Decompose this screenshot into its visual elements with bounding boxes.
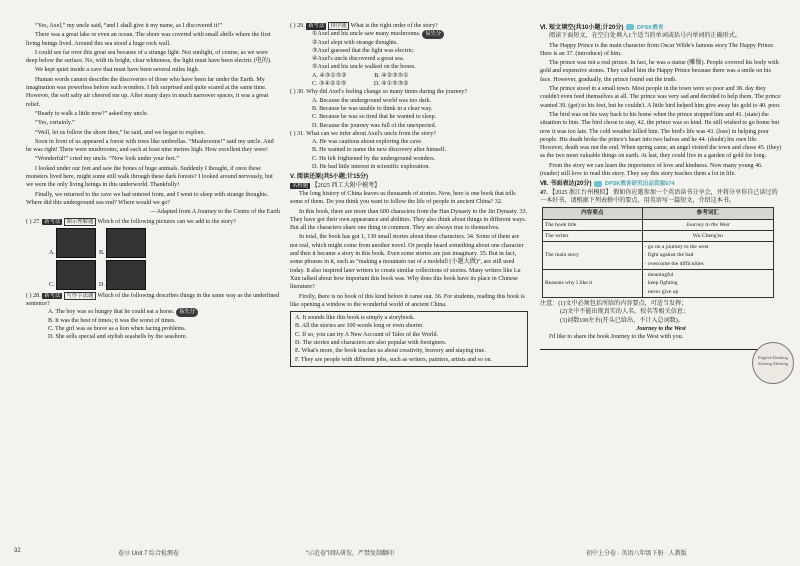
source-text: 【2025 浙江台州模拟】 bbox=[549, 189, 612, 196]
question-text: What is the right order of the story? bbox=[350, 23, 438, 29]
option[interactable]: B. Because he was unable to think in a clear way. bbox=[312, 105, 433, 112]
table-value: · go on a journey to the west · fight against the bad · overcome the difficulties bbox=[642, 242, 773, 270]
table-key: The book title bbox=[543, 219, 643, 230]
option-row bbox=[312, 80, 528, 88]
dpsk-watermark: DPSK教育 bbox=[636, 25, 664, 31]
passage-paragraph: The bird was on his way back to his home when the prince stopped him and 41. (state) the situation to him. The bird chose to stay, 42. the prince was so kind. He still wished to go home but now it was too late. The cold weather killed him. The bird's life was 43. (lose) in helping poor people. His death broke the prince's heart into two halves and he 44. (doubt) his own life. However, death was not the end. When spring came, an angel visited the town and chose 45. (they) as the two most valuable things on earth. At last, they could live in a garden of gold for long. bbox=[540, 111, 782, 160]
option[interactable]: A. He was cautious about exploring the cave. bbox=[312, 139, 423, 146]
table-key: Reasons why I like it bbox=[543, 270, 643, 298]
passage-paragraph: In this book, there are more than 600 characters from the Han Dynasty to the Jin Dynasty. 33. They have got their own appearance and abilities. They also think about things in different ways. But all the characters share one thing in common. They are always true to themselves. bbox=[290, 208, 528, 232]
footer-grade: 初中上分卷 · 英语八年级下册 · 人教版 bbox=[586, 551, 687, 557]
section-5-source bbox=[290, 182, 528, 190]
question-31 bbox=[290, 130, 528, 138]
note-line: (2)文中不能出现真实的人名、校名等相关信息； bbox=[560, 309, 689, 316]
question-number: 27. bbox=[33, 218, 41, 225]
passage-paragraph: The Happy Prince is the main character from Oscar Wilde's famous story The Happy Prince. Here is an 37. (introduce) of him. bbox=[540, 42, 775, 57]
instruction: 假如你应邀参加一个英语读书分享会，并将分享你自己读过的一本好书，请根据下列表格中的要点，用英语写一篇短文，介绍这本书。 bbox=[540, 189, 778, 204]
sentence-options-box bbox=[290, 311, 528, 367]
essay-title: Journey to the West bbox=[636, 325, 686, 332]
option[interactable]: D. ④①⑤③② bbox=[373, 81, 409, 88]
option[interactable]: C. Because he was so tired that he wanted to sleep. bbox=[312, 114, 437, 121]
new-method-tag: 新考法 bbox=[308, 23, 325, 29]
sentence-option: D. The stories and characters are also popular with foreigners. bbox=[295, 339, 447, 346]
column-header: 参考词汇 bbox=[642, 208, 773, 219]
sentence-option: E. What's more, the book teaches us about creativity, bravery and staying true. bbox=[295, 348, 486, 355]
table-value: Wu Cheng'en bbox=[642, 230, 773, 241]
question-number: 47. bbox=[540, 189, 548, 196]
question-29 bbox=[290, 22, 528, 30]
easy-lose-points-badge: 易失分 bbox=[176, 308, 198, 316]
table-key: The main story bbox=[543, 242, 643, 270]
reading-meeting-stamp: English Reading Sharing Meeting bbox=[752, 342, 794, 384]
story-paragraph: There was a great lake or even an ocean. The shore was covered with small shells where the first living beings lived. Around this sea stood a huge rock wall. bbox=[26, 32, 271, 47]
question-number: 31. bbox=[297, 130, 305, 137]
table-row bbox=[543, 242, 774, 270]
question-28 bbox=[26, 292, 280, 309]
question-47 bbox=[540, 189, 782, 206]
table-row bbox=[543, 219, 774, 230]
picture-option-b[interactable]: B. bbox=[106, 228, 146, 258]
story-paragraph: We kept quiet inside a cave that must have been several miles high. bbox=[35, 67, 200, 74]
passage-paragraph: The long history of China leaves us thousands of stories. Now, here is one book that tells some of them. Do you think you want to follow the life of people in ancient China? 32. bbox=[290, 190, 516, 206]
note-line: 注意：(1)文中必须包括所给的内容要点，可适当发挥； bbox=[540, 300, 688, 307]
dpsk-logo-icon bbox=[626, 24, 634, 30]
table-value: · meaningful · keep fighting · never give up bbox=[642, 270, 773, 298]
section-5-title: V. 阅读还原(共5小题;计15分) bbox=[290, 173, 368, 181]
story-paragraph: “Yes, Axel,” my uncle said, “and I shall give it my name, as I discovered it!” bbox=[35, 23, 223, 29]
section-7-header bbox=[540, 180, 782, 188]
questions-column bbox=[290, 22, 528, 369]
story-paragraph: “Wonderful!” cried my uncle. “Now look under your feet.” bbox=[35, 156, 180, 163]
question-number: 30. bbox=[297, 89, 305, 96]
essay-start: I'd like to share the book Journey to the West with you. bbox=[549, 334, 684, 341]
question-text: Which of the following describes things in the same way as the underlined sentence? bbox=[26, 292, 280, 308]
question-text: Why did Axel's feeling change so many times during the journey? bbox=[306, 89, 468, 96]
story-paragraph: Finally, we returned to the cave we had entered from, and I went to sleep with strange thoughts. Where did this underground sea end? Where would we go? bbox=[26, 191, 269, 206]
column-header: 内容要点 bbox=[543, 208, 643, 219]
story-paragraph-underlined: Soon in front of us appeared a forest with trees like umbrellas. “Mushrooms!” said my uncle. And he was right! There were mushrooms, and each at least nine metres high. How excellent they were! bbox=[26, 138, 274, 154]
section-6-title: Ⅵ. 短文填空(共10小题;计20分) bbox=[540, 24, 624, 31]
sentence-option: F. They are people with different jobs, such as writers, painters, artists and so on. bbox=[295, 356, 493, 363]
new-method-tag: 新考法 bbox=[44, 218, 61, 225]
option[interactable]: B. ④②③⑤① bbox=[374, 72, 409, 79]
answer-paren[interactable]: ( ) bbox=[26, 218, 32, 225]
question-number: 28. bbox=[33, 292, 41, 299]
picture-options bbox=[49, 260, 280, 290]
passage-paragraph: Firstly, there is no book of this kind before it came out. 36. For students, reading this book is like opening a window to the wonderful world of ancient China. bbox=[290, 293, 525, 308]
passage-paragraph: From the story we can learn the importance of love and kindness. Now many young 46. (reader) still love to read this story. They say this story teaches them a lot in life. bbox=[540, 162, 763, 178]
answer-paren[interactable]: ( ) bbox=[290, 89, 296, 96]
option[interactable]: A. ④③①⑤② bbox=[312, 72, 347, 79]
table-key: The writer bbox=[543, 230, 643, 241]
passage-paragraph: The prince stood in a small town. Most people in the town were so poor and 38. day they couldn't even feed themselves at all. The prince was very sad and decided to help them. The prince wanted 39. (get) to his feet, but he couldn't. A little bird helped him give away his gold to 40. poor. bbox=[540, 86, 781, 109]
sequence-item: ④Axel's uncle discovered a great sea. bbox=[312, 56, 405, 63]
instruction: 阅读下面短文，在空白处填入1个适当的单词或括号内单词的正确形式。 bbox=[549, 33, 741, 40]
outline-table bbox=[542, 207, 774, 298]
note-line: (3)词数100左右(开头已给出，不计入总词数)。 bbox=[560, 317, 684, 324]
option[interactable]: D. Because the journey was full of the unexpected. bbox=[312, 122, 437, 129]
story-column bbox=[26, 22, 280, 342]
new-method-tag: 新考法 bbox=[44, 292, 61, 299]
page-number: 32 bbox=[14, 548, 21, 554]
option[interactable]: B. It was the best of times; it was the worst of times. bbox=[48, 317, 176, 324]
story-source: —Adapted from A Journey to the Centre of the Earth bbox=[150, 209, 280, 216]
sequence-item: ①Axel and his uncle saw many mushrooms. 易失分 bbox=[312, 30, 528, 38]
fill-and-writing-column bbox=[540, 22, 782, 350]
question-30 bbox=[290, 88, 528, 96]
writing-line[interactable] bbox=[540, 342, 782, 350]
passage-paragraph: In total, the book has got 1, 130 small stories about these characters. 34. Some of them are not real, which might come from another novel. Or people heard something about one character and then it became a story in this book. Even some stories are just imaginary. 35. But in fact, some phrases in it, such as “making a mountain out of a molehill (小题大做)”, are still used today. It also inspired later writers to create similar collections of stories. Many writers like Lu Xun talked about how important this book was. Why does this book have its place in Chinese literature? bbox=[290, 234, 524, 291]
option[interactable]: A. Because the underground world was too dark. bbox=[312, 97, 432, 104]
option-row bbox=[312, 72, 528, 80]
famous-school-tag: 名校题 bbox=[292, 182, 309, 189]
story-paragraph: I could see far over this great sea because of a strange light. Not sunlight, of course, as we were deep below the surface. No, with its bright, clear whiteness, the light must have been electric (电的). bbox=[26, 49, 272, 65]
footer-unit: 卷⑬ Unit 7 综合检测卷 bbox=[118, 551, 180, 557]
answer-paren[interactable]: ( ) bbox=[290, 23, 296, 29]
table-row bbox=[543, 270, 774, 298]
question-27 bbox=[26, 218, 280, 226]
section-7-title: Ⅶ. 书面表达(20分) bbox=[540, 180, 592, 188]
sequence-item: ②Axel slept with strange thoughts. bbox=[312, 39, 398, 46]
option[interactable]: A. The boy was so hungry that he could eat a horse. 易失分 bbox=[48, 308, 280, 316]
sequence-item: ③Axel guessed that the light was electric. bbox=[312, 47, 415, 54]
sentence-option: C. If so, you can try A New Account of Tales of the World. bbox=[295, 331, 439, 338]
story-paragraph: “Ready to walk a little now?” asked my uncle. bbox=[35, 110, 149, 117]
picture-option-c[interactable]: C. bbox=[56, 260, 96, 290]
answer-paren[interactable]: ( ) bbox=[26, 292, 32, 299]
option[interactable]: C. The girl was as brave as a lion when facing problems. bbox=[48, 326, 187, 333]
easy-lose-points-badge: 易失分 bbox=[422, 30, 444, 38]
story-paragraph: I looked under our feet and saw the bones of huge animals. Suddenly I thought, if once these monsters lived here, might some still walk through these dark forests? I looked around nervously, but we were the only living beings in this underworld. Thankfully! bbox=[26, 165, 273, 189]
sentence-option: A. It sounds like this book is simply a storybook. bbox=[295, 315, 415, 322]
story-paragraph: “Well, let us follow the shore then,” he said, and we began to explore. bbox=[35, 129, 206, 136]
option[interactable]: C. ③④②①⑤ bbox=[312, 81, 347, 88]
section-6-header bbox=[540, 24, 782, 32]
picture-options bbox=[49, 228, 280, 258]
sequence-item: ⑤Axel and his uncle walked on the bones. bbox=[312, 64, 416, 71]
picture-option-d[interactable]: D. bbox=[106, 260, 146, 290]
picture-option-a[interactable]: A. bbox=[56, 228, 96, 258]
question-type-tag: 排序题 bbox=[328, 22, 349, 30]
dpsk-watermark: DPSK教育研究出品资源674 bbox=[604, 181, 675, 188]
footer-team: “示范卷”团队研发，严禁复制翻印 bbox=[306, 551, 394, 557]
question-text: Which of the following pictures can we add to the story? bbox=[97, 218, 236, 225]
dpsk-logo-icon bbox=[594, 181, 602, 187]
answer-paren[interactable]: ( ) bbox=[290, 130, 296, 137]
story-paragraph: Human words cannot describe the discoveries of those who have been far under the Earth. My imagination was powerless before such wonders. I felt surprised and quite scared at the same time. However, the soft salty air cheered me up. After many days in much narrower spaces, it was a great relief. bbox=[26, 76, 269, 108]
table-value: Journey to the West bbox=[642, 219, 773, 230]
source-text: 【2025 西工大附中模考】 bbox=[311, 182, 381, 189]
table-header-row bbox=[543, 208, 774, 219]
question-type-tag: 写作手法题 bbox=[64, 292, 96, 300]
sentence-option: B. All the stories are 100 words long or even shorter. bbox=[295, 323, 424, 330]
option[interactable]: D. She sells special and stylish seashells by the seashore. bbox=[48, 334, 187, 341]
question-text: What can we infer about Axel's uncle from the story? bbox=[306, 130, 437, 137]
table-row bbox=[543, 230, 774, 241]
option[interactable]: B. He wanted to name the new discovery after himself. bbox=[312, 147, 447, 154]
passage-paragraph: The prince was not a real prince. In fact, he was a statue (雕像). People covered his body with gold and expensive stones. They called him the Happy Prince because there was a smile on his face. However, gradually, the prince found out the truth. bbox=[540, 60, 779, 83]
question-type-tag: 图示理解题 bbox=[64, 218, 96, 226]
story-paragraph: “Yes, certainly.” bbox=[35, 120, 75, 127]
option[interactable]: D. He had little interest in scientific exploration. bbox=[312, 164, 430, 171]
option[interactable]: C. He felt frightened by the underground wonders. bbox=[312, 155, 436, 162]
question-number: 29. bbox=[297, 23, 305, 29]
